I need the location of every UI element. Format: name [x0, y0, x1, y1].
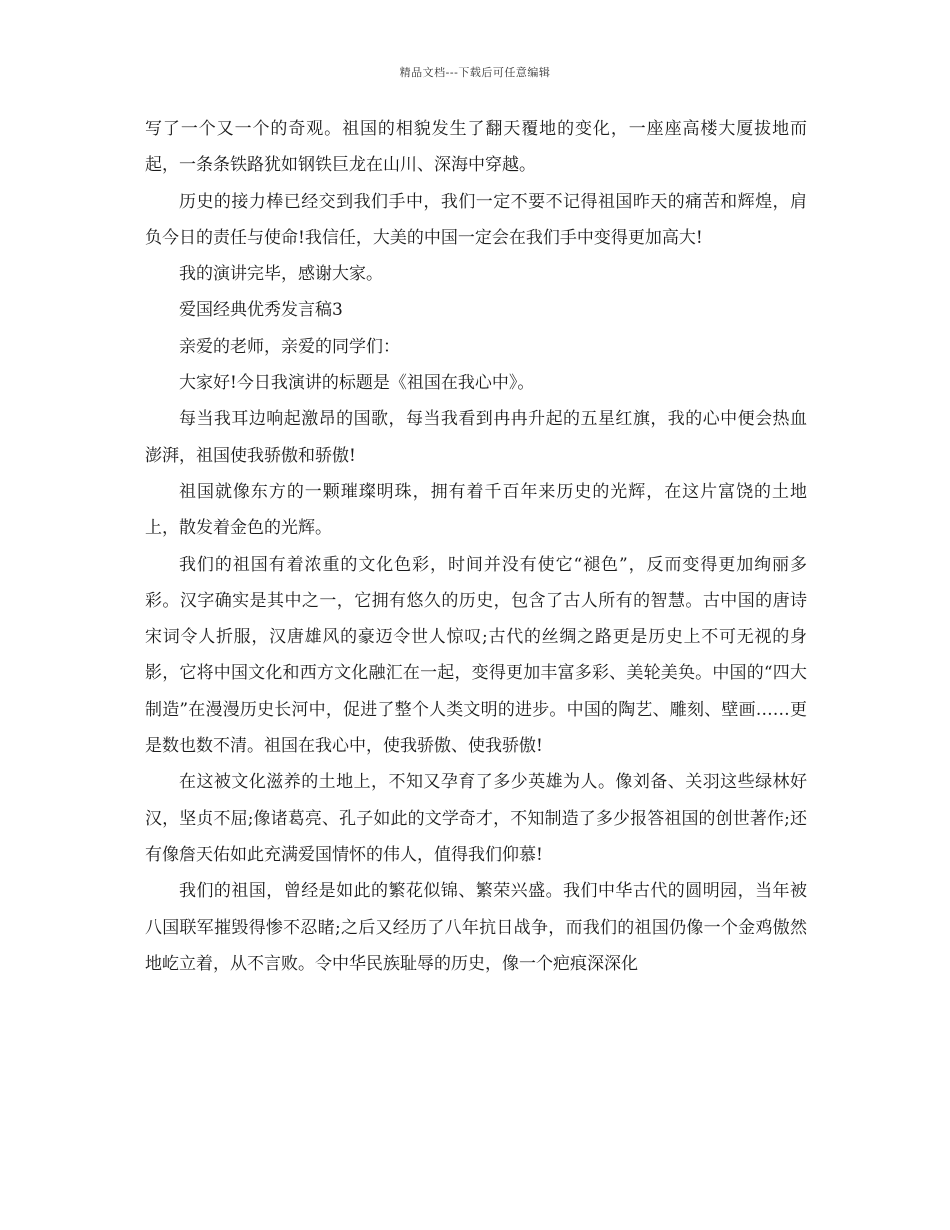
paragraph: 历史的接力棒已经交到我们手中，我们一定不要不记得祖国昨天的痛苦和辉煌，肩负今日的责任与使命!我信任，大美的中国一定会在我们手中变得更加高大!	[145, 191, 807, 248]
paragraph: 我们的祖国有着浓重的文化色彩，时间并没有使它“褪色”，反而变得更加绚丽多彩。汉字确实是其中之一，它拥有悠久的历史，包含了古人所有的智慧。古中国的唐诗宋词令人折服，汉唐雄风的豪迈令世人惊叹;古代的丝绸之路更是历史上不可无视的身影，它将中国文化和西方文化融汇在一起，变得更加丰富多彩、美轮美奂。中国的“四大制造”在漫漫历史长河中，促进了整个人类文明的进步。中国的陶艺、雕刻、壁画……更是数也数不清。祖国在我心中，使我骄傲、使我骄傲!	[145, 554, 807, 757]
section-title: 爱国经典优秀发言稿3	[179, 300, 343, 321]
paragraph: 祖国就像东方的一颗璀璨明珠，拥有着千百年来历史的光辉，在这片富饶的土地上，散发着金色的光辉。	[145, 481, 807, 539]
document-body	[145, 111, 807, 982]
greeting: 大家好!今日我演讲的标题是《祖国在我心中》。	[179, 373, 535, 394]
paragraph-continuation: 写了一个又一个的奇观。祖国的相貌发生了翻天覆地的变化，一座座高楼大厦拔地而起，一条条铁路犹如钢铁巨龙在山川、深海中穿越。	[145, 119, 807, 176]
paragraph: 我们的祖国，曾经是如此的繁花似锦、繁荣兴盛。我们中华古代的圆明园，当年被八国联军摧毁得惨不忍睹;之后又经历了八年抗日战争，而我们的祖国仍像一个金鸡傲然地屹立着，从不言败。令中华民族耻辱的历史，像一个疤痕深深化	[145, 881, 807, 974]
paragraph-closing: 我的演讲完毕，感谢大家。	[179, 264, 383, 285]
paragraph: 在这被文化滋养的土地上，不知又孕育了多少英雄为人。像刘备、关羽这些绿林好汉，坚贞不屈;像诸葛亮、孔子如此的文学奇才，不知制造了多少报答祖国的创世著作;还有像詹天佑如此充满爱国情怀的伟人，值得我们仰慕!	[145, 772, 807, 865]
paragraph: 每当我耳边响起激昂的国歌，每当我看到冉冉升起的五星红旗，我的心中便会热血澎湃，祖国使我骄傲和骄傲!	[145, 409, 807, 466]
salutation: 亲爱的老师，亲爱的同学们：	[179, 336, 400, 357]
page-header: 精品文档---下载后可任意编辑	[399, 66, 551, 79]
